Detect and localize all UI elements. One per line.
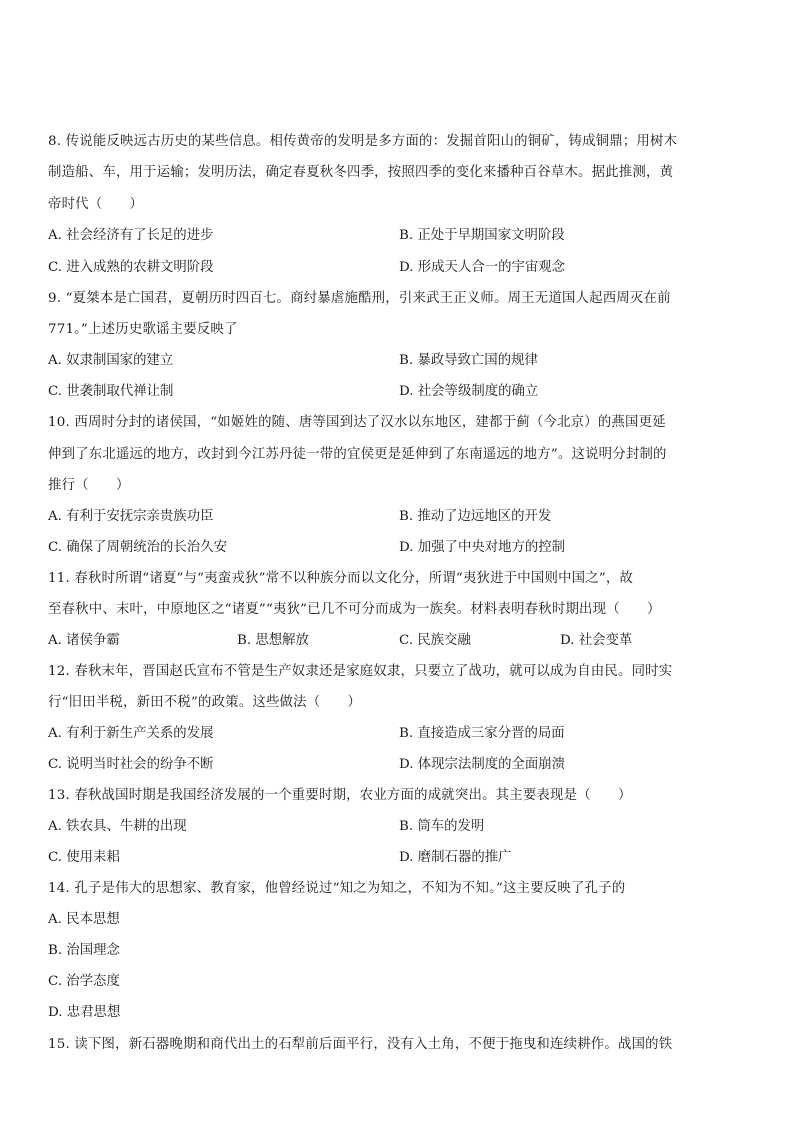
q13-stem-line-1: 13. 春秋战国时期是我国经济发展的一个重要时期，农业方面的成就突出。其主要表现是（ ） (48, 788, 632, 803)
q9-option-a[interactable]: A. 奴隶制国家的建立 (48, 353, 174, 368)
q8-option-c[interactable]: C. 进入成熟的农耕文明阶段 (48, 260, 214, 275)
q9-option-b[interactable]: B. 暴政导致亡国的规律 (399, 353, 538, 368)
q10-option-b[interactable]: B. 推动了边远地区的开发 (399, 509, 552, 524)
q12-option-a[interactable]: A. 有利于新生产关系的发展 (48, 726, 214, 741)
q8-option-b[interactable]: B. 正处于早期国家文明阶段 (399, 228, 565, 243)
q8-stem-line-1: 8. 传说能反映远古历史的某些信息。相传黄帝的发明是多方面的：发掘首阳山的铜矿，铸成铜鼎；用树木 (48, 134, 678, 149)
q10-stem-line-1: 10. 西周时分封的诸侯国，“如姬姓的随、唐等国到达了汉水以东地区，建都于蓟（今北京）的燕国更延 (48, 415, 666, 430)
q14-option-c[interactable]: C. 治学态度 (48, 974, 120, 989)
q9-stem-line-1: 9. “夏桀本是亡国君，夏朝历时四百七。商纣暴虐施酷刑，引来武王正义师。周王无道国人起西周灭在前 (48, 291, 671, 306)
q8-option-d[interactable]: D. 形成天人合一的宇宙观念 (399, 260, 566, 275)
q12-option-d[interactable]: D. 体现宗法制度的全面崩溃 (399, 757, 566, 772)
q8-stem-line-3: 帝时代（ ） (48, 197, 144, 212)
q10-option-a[interactable]: A. 有利于安抚宗亲贵族功臣 (48, 509, 214, 524)
q14-option-b[interactable]: B. 治国理念 (48, 943, 120, 958)
q12-option-c[interactable]: C. 说明当时社会的纷争不断 (48, 757, 214, 772)
q9-option-d[interactable]: D. 社会等级制度的确立 (399, 384, 539, 399)
q11-option-d[interactable]: D. 社会变革 (560, 633, 633, 648)
q8-option-a[interactable]: A. 社会经济有了长足的进步 (48, 228, 214, 243)
q12-stem-line-2: 行“旧田半税，新田不税”的政策。这些做法（ ） (48, 695, 362, 710)
q13-option-a[interactable]: A. 铁农具、牛耕的出现 (48, 819, 187, 834)
q12-stem-line-1: 12. 春秋末年，晋国赵氏宣布不管是生产奴隶还是家庭奴隶，只要立了战功，就可以成为自由民。同时实 (48, 664, 673, 679)
q10-option-c[interactable]: C. 确保了周朝统治的长治久安 (48, 540, 227, 555)
q8-stem-line-2: 制造船、车，用于运输；发明历法，确定春夏秋冬四季，按照四季的变化来播种百谷草木。据此推测，黄 (48, 165, 674, 180)
q13-option-d[interactable]: D. 磨制石器的推广 (399, 850, 512, 865)
q9-stem-line-2: 771。”上述历史歌谣主要反映了 (48, 322, 238, 337)
q11-option-a[interactable]: A. 诸侯争霸 (48, 633, 120, 648)
q9-option-c[interactable]: C. 世袭制取代禅让制 (48, 384, 174, 399)
q13-option-c[interactable]: C. 使用耒耜 (48, 850, 120, 865)
q11-stem-line-2: 至春秋中、末叶，中原地区之“诸夏”“夷狄”已几不可分而成为一族矣。材料表明春秋时期出现（ ） (48, 602, 661, 617)
q13-option-b[interactable]: B. 筒车的发明 (399, 819, 485, 834)
q11-stem-line-1: 11. 春秋时所谓“诸夏”与“夷蛮戎狄”常不以种族分而以文化分，所谓“夷狄进于中国则中国之”，故 (48, 571, 634, 586)
q11-option-b[interactable]: B. 思想解放 (237, 633, 309, 648)
q12-option-b[interactable]: B. 直接造成三家分晋的局面 (399, 726, 565, 741)
q10-stem-line-3: 推行（ ） (48, 478, 130, 493)
q11-option-c[interactable]: C. 民族交融 (399, 633, 471, 648)
q10-stem-line-2: 伸到了东北遥远的地方，改封到今江苏丹徒一带的宜侯更是延伸到了东南遥远的地方”。这说明分封制的 (48, 447, 667, 462)
q14-stem-line-1: 14. 孔子是伟大的思想家、教育家，他曾经说过“知之为知之，不知为不知。”这主要反映了孔子的 (48, 881, 626, 896)
q10-option-d[interactable]: D. 加强了中央对地方的控制 (399, 540, 566, 555)
q14-option-d[interactable]: D. 忠君思想 (48, 1005, 121, 1020)
q14-option-a[interactable]: A. 民本思想 (48, 912, 120, 927)
q15-stem-line-1: 15. 读下图，新石器晚期和商代出土的石犁前后面平行，没有入土角，不便于拖曳和连续耕作。战国的铁 (48, 1037, 673, 1052)
